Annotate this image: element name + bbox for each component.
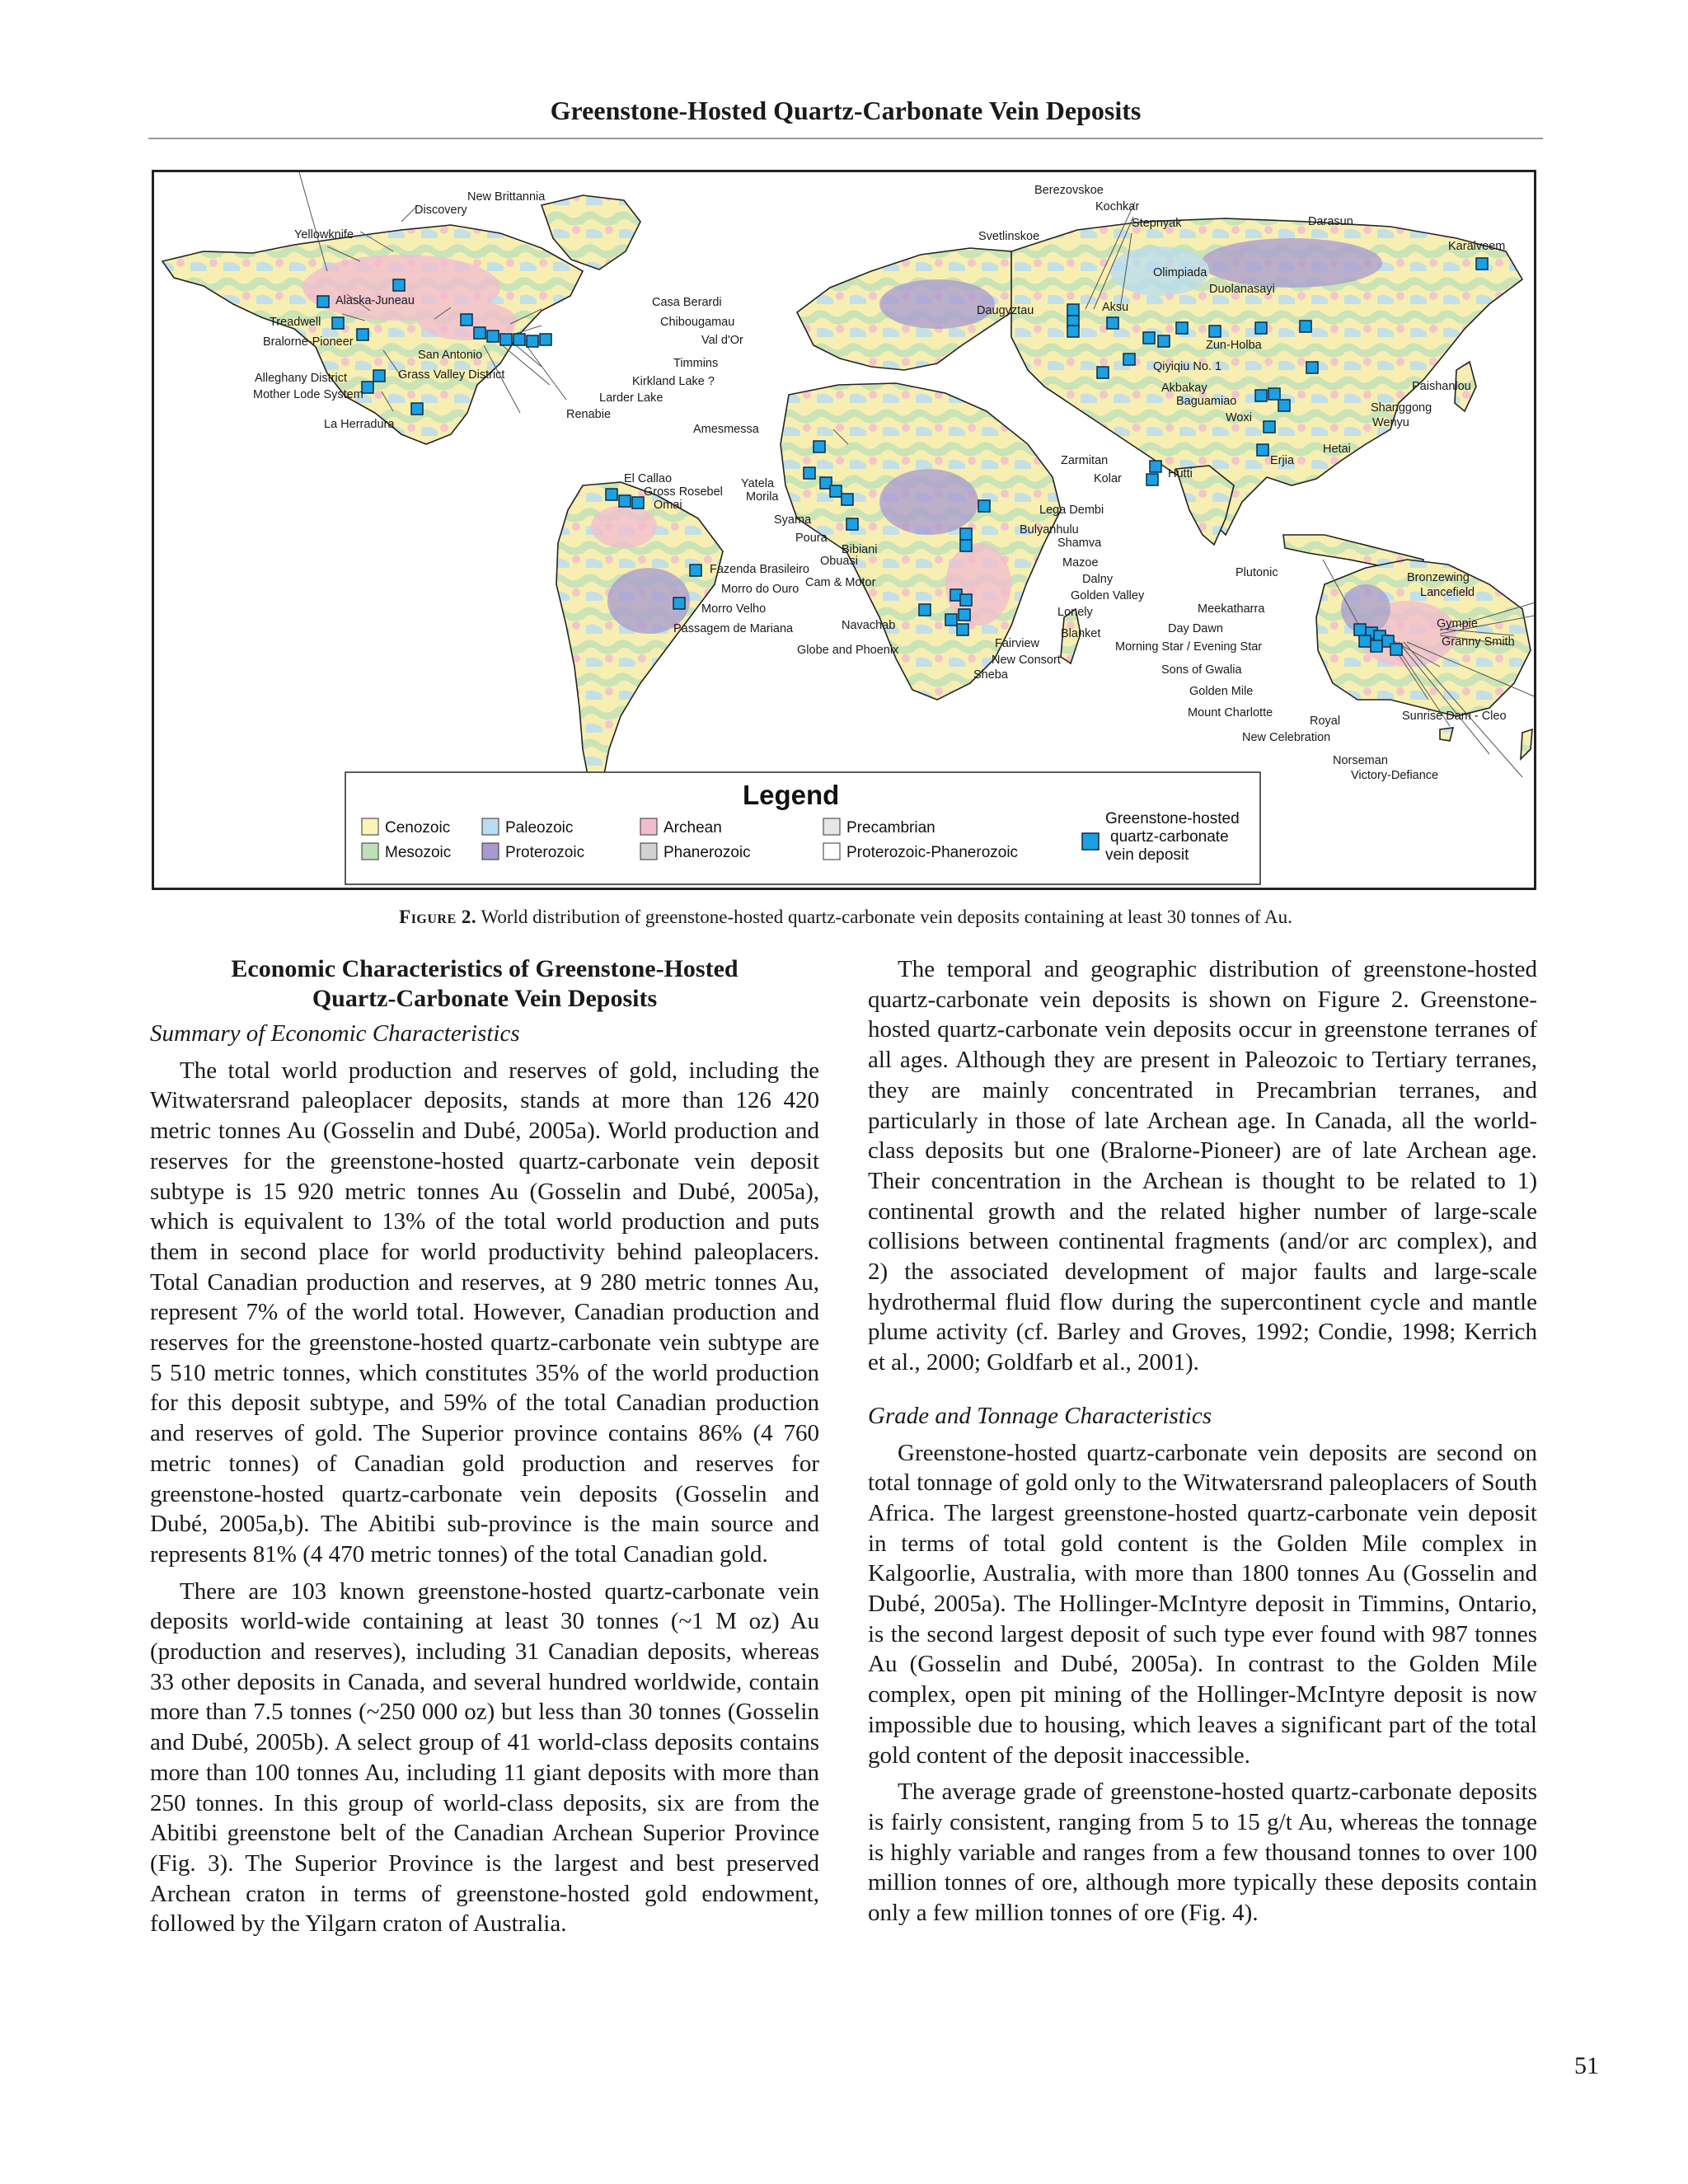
- legend-swatch-proterozoic: [482, 843, 499, 860]
- deposit-marker: [487, 330, 499, 342]
- label-hetai: Hetai: [1323, 443, 1351, 456]
- legend-swatch-phanerozoic: [640, 843, 657, 860]
- label-bulyanhulu: Bulyanhulu: [1020, 523, 1079, 537]
- label-norseman: Norseman: [1333, 754, 1388, 767]
- label-gympie: Gympie: [1437, 617, 1478, 630]
- label-omai: Omai: [654, 499, 682, 512]
- label-sheba: Sheba: [973, 668, 1008, 682]
- label-duolanasayi: Duolanasayi: [1209, 283, 1275, 296]
- label-morro-velho: Morro Velho: [701, 602, 767, 616]
- legend-swatch-precambrian: [823, 818, 840, 835]
- deposit-marker: [1390, 644, 1402, 655]
- deposit-marker: [411, 403, 423, 415]
- label-morning-star: Morning Star / Evening Star: [1115, 640, 1263, 654]
- deposit-marker: [842, 494, 853, 505]
- label-daugyztau: Daugyztau: [977, 304, 1034, 317]
- label-mount-charlotte: Mount Charlotte: [1188, 706, 1273, 719]
- label-la-herradura: La Herradura: [324, 418, 395, 431]
- new-zealand: [1521, 729, 1532, 759]
- legend-swatch-proterozoic-phanerozoic: [823, 843, 840, 860]
- label-lancefield: Lancefield: [1420, 586, 1475, 599]
- deposit-marker: [1255, 390, 1267, 401]
- deposit-marker: [1257, 444, 1268, 456]
- legend-swatch-mesozoic: [362, 843, 378, 860]
- legend-label-phanerozoic: Phanerozoic: [663, 844, 751, 861]
- figure-caption-text: World distribution of greenstone-hosted quartz-carbonate vein deposits containing at least 30 tonnes of Au.: [476, 907, 1292, 927]
- label-karalveem: Karalveem: [1448, 240, 1506, 253]
- world-map-svg: [154, 172, 1534, 888]
- label-victory-defiance: Victory-Defiance: [1351, 769, 1439, 782]
- section-heading-line-1: Economic Characteristics of Greenstone-Hosted: [231, 955, 738, 982]
- label-kolar: Kolar: [1094, 472, 1122, 485]
- label-akbakay: Akbakay: [1161, 382, 1207, 395]
- figure-2-map: [152, 170, 1536, 890]
- deposit-marker: [1107, 317, 1118, 329]
- label-discovery: Discovery: [415, 204, 467, 217]
- legend: [345, 772, 1260, 884]
- legend-label-proterozoic: Proterozoic: [505, 844, 585, 861]
- label-el-callao: El Callao: [624, 472, 673, 485]
- deposit-marker: [1255, 322, 1267, 334]
- deposit-marker: [1476, 258, 1488, 269]
- label-val-dor: Val d'Or: [701, 334, 743, 347]
- deposit-marker: [500, 334, 512, 345]
- legend-label-paleozoic: Paleozoic: [505, 819, 574, 837]
- label-blanket: Blanket: [1061, 627, 1101, 640]
- paragraph: The total world production and reserves of gold, including the Witwatersrand paleoplacer deposits, stands at more than 126 420 metric tonnes Au (Gosselin and Dubé, 2005a). World production and reserves for the greenstone-hosted quartz-carbonate vein deposit subtype is 15 920 metric tonnes Au (Gosselin and Dubé, 2005a), which is equivalent to 13% of the total world production and puts them in second place for world productivity behind paleoplacers. Total Canadian production and reserves, at 9 280 metric tonnes Au, represent 7% of the world total. However, Canadian production and reserves for the greenstone-hosted quartz-carbonate vein subtype are 5 510 metric tonnes, which constitutes 35% of the world production for this deposit subtype, and 59% of the total Canadian production and reserves of gold. The Superior province contains 86% (4 760 metric tonnes) of Canadian gold production and reserves for greenstone-hosted quartz-carbonate vein deposits (Gosselin and Dubé, 2005a,b). The Abitibi sub-province is the main source and represents 81% (4 470 metric tonnes) of the total Canadian gold.: [150, 1057, 819, 1568]
- deposit-marker: [393, 279, 405, 291]
- deposit-marker: [945, 614, 957, 626]
- deposit-marker: [1158, 335, 1170, 347]
- label-treadwell: Treadwell: [270, 316, 321, 329]
- section-heading: [150, 954, 819, 1014]
- label-aksu: Aksu: [1102, 301, 1129, 314]
- label-kochkar: Kochkar: [1095, 200, 1140, 213]
- deposit-marker: [919, 604, 931, 616]
- deposit-marker: [978, 500, 990, 512]
- deposit-marker: [1354, 624, 1366, 635]
- label-dalny: Dalny: [1082, 573, 1114, 586]
- deposit-marker: [804, 467, 815, 479]
- label-san-antonio: San Antonio: [418, 349, 483, 362]
- deposit-marker: [1067, 326, 1079, 337]
- deposit-marker: [846, 518, 858, 530]
- label-larder-lake: Larder Lake: [599, 391, 663, 405]
- legend-deposit-line-3: vein deposit: [1105, 846, 1189, 864]
- deposit-marker: [619, 495, 631, 507]
- deposit-marker: [332, 317, 344, 329]
- figure-label: Figure 2.: [399, 907, 477, 927]
- label-day-dawn: Day Dawn: [1168, 622, 1223, 635]
- label-qiyiqiu: Qiyiqiu No. 1: [1153, 360, 1222, 373]
- deposit-marker: [1097, 367, 1109, 378]
- legend-label-precambrian: Precambrian: [846, 819, 935, 837]
- deposit-marker: [1067, 304, 1079, 316]
- deposit-marker: [317, 296, 329, 307]
- label-bibiani: Bibiani: [842, 543, 878, 556]
- legend-label-archean: Archean: [663, 819, 722, 837]
- label-baguamiao: Baguamiao: [1176, 395, 1237, 408]
- subheading-summary: Summary of Economic Characteristics: [150, 1020, 520, 1047]
- label-navachab: Navachab: [842, 619, 896, 632]
- subheading-grade-tonnage: Grade and Tonnage Characteristics: [868, 1402, 1212, 1429]
- label-berezovskoe: Berezovskoe: [1034, 184, 1104, 197]
- label-darasun: Darasun: [1308, 215, 1353, 228]
- deposit-marker: [690, 565, 701, 576]
- label-fazenda: Fazenda Brasileiro: [710, 563, 809, 576]
- label-bronzewing: Bronzewing: [1407, 571, 1470, 584]
- label-fairview: Fairview: [995, 637, 1039, 650]
- label-timmins: Timmins: [673, 357, 719, 370]
- label-morro-do-ouro: Morro do Ouro: [721, 583, 799, 596]
- label-mazoe: Mazoe: [1062, 556, 1099, 569]
- label-mother-lode: Mother Lode System: [253, 388, 363, 401]
- label-zarmitan: Zarmitan: [1061, 454, 1109, 467]
- figure-caption: [148, 907, 1543, 928]
- deposit-marker: [632, 497, 644, 509]
- page-number: 51: [1574, 2052, 1599, 2079]
- label-globe-phoenix: Globe and Phoenix: [797, 644, 899, 657]
- deposit-marker: [1143, 332, 1155, 344]
- deposit-marker: [1268, 388, 1280, 400]
- label-erjia: Erjia: [1270, 454, 1295, 467]
- deposit-marker: [540, 334, 551, 345]
- deposit-marker: [474, 327, 485, 339]
- label-royal: Royal: [1310, 715, 1341, 728]
- label-stepnyak: Stepnyak: [1132, 217, 1182, 230]
- legend-deposit-line-1: Greenstone-hosted: [1105, 810, 1240, 827]
- label-paishanlou: Paishanlou: [1412, 380, 1471, 393]
- left-column: [150, 954, 819, 1946]
- legend-label-proterozoic-phanerozoic: Proterozoic-Phanerozoic: [846, 844, 1019, 861]
- label-grass-valley: Grass Valley District: [398, 368, 505, 382]
- tasmania: [1440, 728, 1453, 741]
- label-olimpiada: Olimpiada: [1153, 266, 1207, 279]
- label-syama: Syama: [774, 513, 812, 527]
- label-yatela: Yatela: [741, 477, 775, 490]
- deposit-marker: [1264, 421, 1275, 433]
- deposit-marker: [960, 528, 972, 540]
- label-new-consort: New Consort: [992, 654, 1061, 667]
- label-casa-berardi: Casa Berardi: [652, 296, 722, 309]
- deposit-marker: [1371, 640, 1382, 652]
- deposit-marker: [1176, 322, 1188, 334]
- running-head: Greenstone-Hosted Quartz-Carbonate Vein Deposits: [550, 96, 1142, 125]
- label-poura: Poura: [795, 532, 828, 545]
- label-plutonic: Plutonic: [1236, 566, 1278, 579]
- deposit-marker: [362, 382, 373, 393]
- deposit-marker: [606, 489, 617, 500]
- label-new-celebration: New Celebration: [1242, 731, 1331, 744]
- label-yellowknife: Yellowknife: [294, 228, 354, 241]
- label-meekatharra: Meekatharra: [1198, 602, 1265, 616]
- header-rule: [148, 138, 1543, 139]
- label-new-brittannia: New Brittannia: [467, 190, 546, 204]
- label-gross-rosebel: Gross Rosebel: [644, 485, 723, 499]
- label-svetlinskoe: Svetlinskoe: [978, 230, 1040, 243]
- label-passagem: Passagem de Mariana: [673, 622, 794, 635]
- deposit-marker: [373, 370, 385, 382]
- label-alaska-juneau: Alaska-Juneau: [335, 294, 415, 307]
- deposit-marker: [814, 441, 825, 452]
- deposit-marker: [673, 598, 685, 609]
- label-lega-dembi: Lega Dembi: [1039, 504, 1104, 517]
- legend-swatch-archean: [640, 818, 657, 835]
- deposit-marker: [1150, 461, 1161, 472]
- deposit-marker: [1278, 400, 1290, 411]
- label-golden-mile: Golden Mile: [1189, 685, 1254, 698]
- label-granny-smith: Granny Smith: [1442, 635, 1515, 649]
- deposit-marker: [960, 594, 972, 606]
- paragraph: Greenstone-hosted quartz-carbonate vein deposits are second on total tonnage of gold only to the Witwatersrand paleoplacers of South Africa. The largest greenstone-hosted quartz-carbonate vein deposit in terms of total gold content is the Golden Mile complex in Kalgoorlie, Australia, with more than 1800 tonnes Au (Gosselin and Dubé, 2005a). The Hollinger-McIntyre deposit in Timmins, Ontario, is the second largest deposit of such type ever found with 987 tonnes Au (Gosselin and Dubé, 2005a). In contrast to the Golden Mile complex, open pit mining of the Hollinger-McIntyre deposit is now impossible due to housing, which leaves a significant part of the total gold content of the deposit inaccessible.: [868, 1439, 1537, 1769]
- legend-label-cenozoic: Cenozoic: [385, 819, 451, 837]
- label-bralorne-pioneer: Bralorne-Pioneer: [263, 335, 354, 349]
- label-chibougamau: Chibougamau: [660, 316, 735, 329]
- deposit-marker: [1306, 362, 1318, 373]
- deposit-marker: [959, 609, 970, 621]
- deposit-marker: [357, 329, 368, 340]
- deposit-marker: [1359, 635, 1371, 647]
- label-golden-valley: Golden Valley: [1071, 589, 1145, 602]
- legend-swatch-deposit: [1082, 833, 1099, 850]
- label-hutti: Hutti: [1168, 467, 1193, 480]
- label-shamva: Shamva: [1057, 537, 1102, 550]
- label-shanggong: Shanggong: [1371, 401, 1432, 415]
- legend-swatch-paleozoic: [482, 818, 499, 835]
- section-heading-line-2: Quartz-Carbonate Vein Deposits: [312, 985, 658, 1012]
- deposit-marker: [1209, 326, 1221, 337]
- legend-title: Legend: [743, 780, 840, 810]
- deposit-marker: [461, 314, 472, 326]
- label-morila: Morila: [746, 490, 779, 504]
- deposit-marker: [1123, 354, 1135, 365]
- legend-swatch-cenozoic: [362, 818, 378, 835]
- label-renabie: Renabie: [566, 408, 612, 421]
- legend-label-mesozoic: Mesozoic: [385, 844, 452, 861]
- label-zun-holba: Zun-Holba: [1206, 339, 1262, 352]
- label-woxi: Woxi: [1226, 411, 1252, 424]
- legend-deposit-line-2: quartz-carbonate: [1110, 828, 1229, 846]
- deposit-marker: [513, 334, 525, 345]
- deposit-marker: [830, 485, 842, 497]
- label-amesmessa: Amesmessa: [693, 423, 759, 436]
- paragraph: There are 103 known greenstone-hosted quartz-carbonate vein deposits world-wide containing at least 30 tonnes (~1 M oz) Au (production and reserves), including 31 Canadian deposits, whereas 33 other deposits in Canada, and several hundred worldwide, contain more than 7.5 tonnes (~250 000 oz) but less than 30 tonnes (Gosselin and Dubé, 2005b). A select group of 41 world-class deposits contains more than 100 tonnes Au, including 11 giant deposits with more than 250 tonnes. In this group of world-class deposits, six are from the Abitibi greenstone belt of the Canadian Archean Superior Province (Fig. 3). The Superior Province is the largest and best preserved Archean craton in terms of greenstone-hosted gold endowment, followed by the Yilgarn craton of Australia.: [150, 1577, 819, 1938]
- label-sunrise-dam: Sunrise Dam - Cleo: [1402, 710, 1507, 723]
- deposit-marker: [527, 335, 538, 347]
- deposit-marker: [1146, 474, 1158, 485]
- label-alleghany: Alleghany District: [255, 372, 348, 385]
- label-sons-of-gwalia: Sons of Gwalia: [1161, 663, 1242, 677]
- label-obuasi: Obuasi: [820, 555, 858, 568]
- label-kirkland-lake: Kirkland Lake ?: [632, 375, 715, 388]
- right-column: [868, 954, 1537, 1935]
- deposit-marker: [1300, 321, 1311, 332]
- paragraph: The average grade of greenstone-hosted quartz-carbonate deposits is fairly consistent, ranging from 5 to 15 g/t Au, whereas the tonnage is highly variable and ranges from a few thousand tonnes to over 100 million tonnes of ore, although more typically these deposits contain only a few million tonnes of ore (Fig. 4).: [868, 1779, 1537, 1927]
- label-wenyu: Wenyu: [1372, 416, 1409, 429]
- label-lonely: Lonely: [1057, 606, 1093, 619]
- label-cam-motor: Cam & Motor: [805, 576, 876, 589]
- paragraph: The temporal and geographic distribution of greenstone-hosted quartz-carbonate vein deposits is shown on Figure 2. Greenstone-hosted quartz-carbonate vein deposits occur in greenstone terranes of all ages. Although they are present in Paleozoic to Tertiary terranes, they are mainly concentrated in Precambrian terranes, and particularly in those of late Archean age. In Canada, all the world-class deposits but one (Bralorne-Pioneer) are of late Archean age. Their concentration in the Archean is thought to be related to 1) continental growth and the related higher number of large-scale collisions between continental fragments (and/or arc complex), and 2) the associated development of major faults and large-scale hydrothermal fluid flow during the supercontinent cycle and mantle plume activity (cf. Barley and Groves, 1992; Condie, 1998; Kerrich et al., 2000; Goldfarb et al., 2001).: [868, 956, 1537, 1376]
- deposit-marker: [960, 540, 972, 551]
- deposit-marker: [957, 624, 968, 635]
